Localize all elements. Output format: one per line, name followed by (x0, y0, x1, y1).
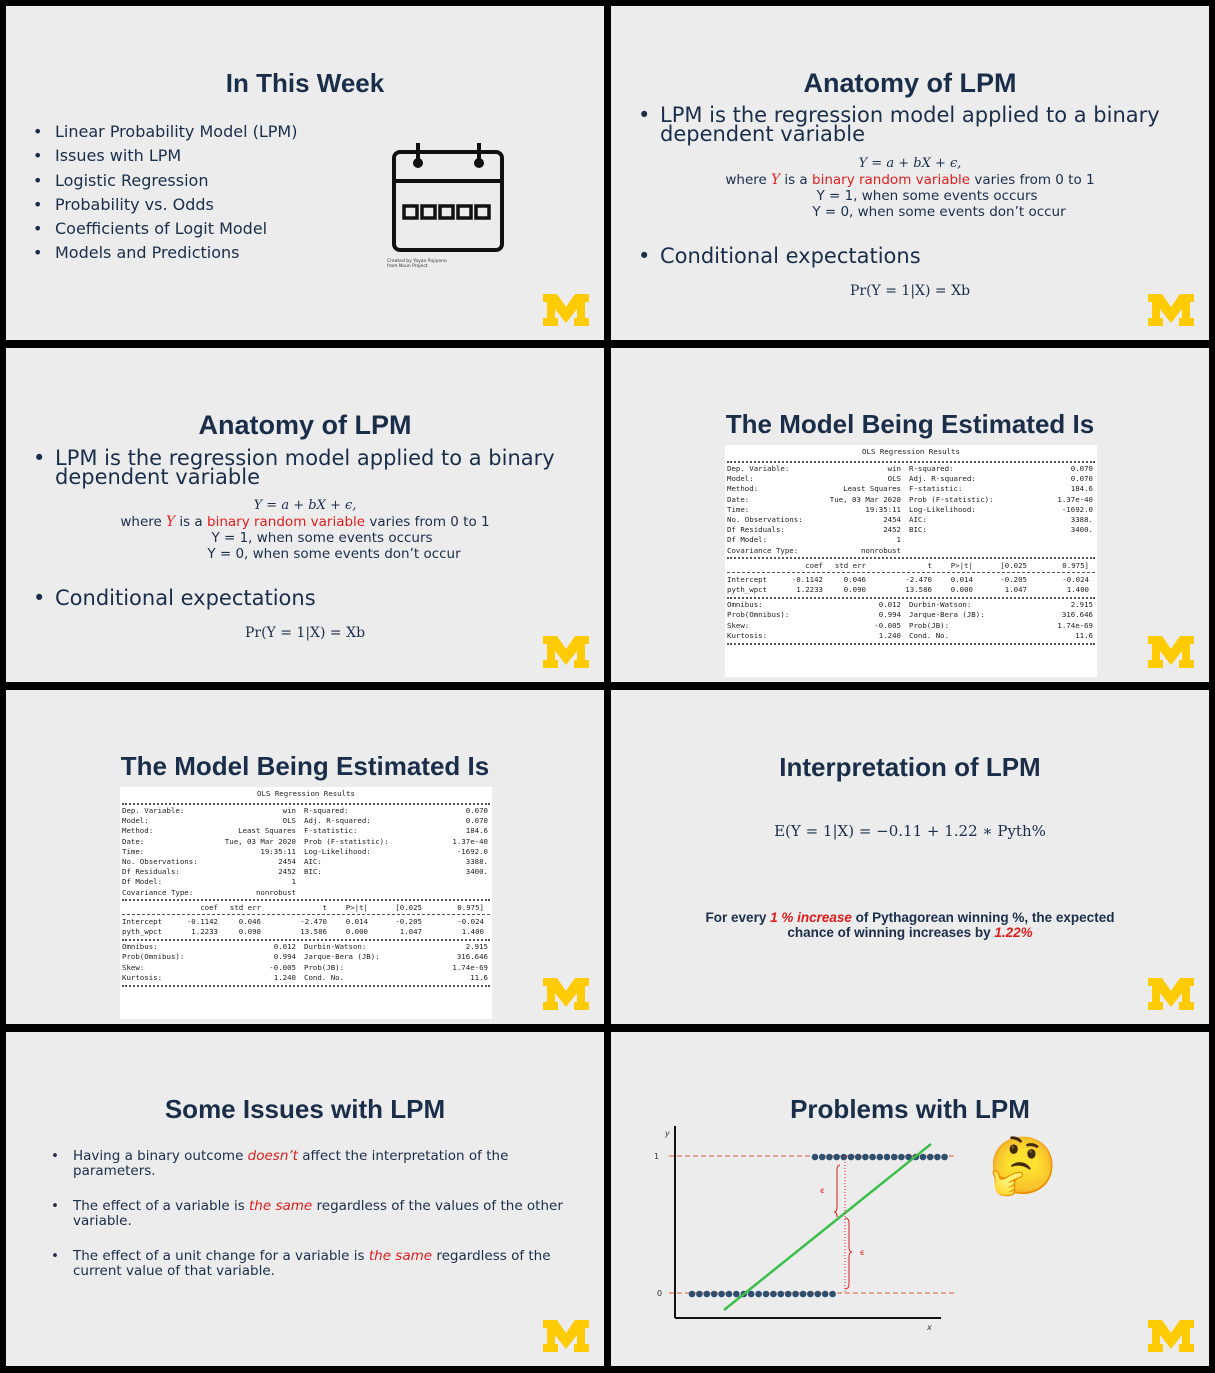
ols-label: BIC: (304, 867, 322, 877)
ols-value: 0.046 (238, 916, 261, 926)
lpm-scatter-diagram (611, 1032, 1209, 1366)
ols-value: 0.070 (1070, 464, 1093, 473)
data-point (920, 1154, 927, 1161)
data-point (812, 1154, 819, 1161)
ols-value: 19:35:11 (865, 504, 901, 514)
ols-value: -2.470 (300, 916, 327, 926)
data-point (891, 1154, 898, 1161)
ols-value: 316.646 (1061, 610, 1093, 620)
ols-label: Prob(JB): (304, 962, 345, 972)
ols-label: Time: (727, 504, 750, 514)
data-point (733, 1291, 740, 1298)
points-at-one (812, 1154, 948, 1161)
ols-value: 2454 (883, 514, 901, 524)
x-axis-label: x (927, 1323, 932, 1332)
ols-label: Model: (122, 816, 149, 826)
data-point (800, 1291, 807, 1298)
thinking-face-icon: 🤔 (988, 1134, 1058, 1199)
ols-value: 3388. (1070, 514, 1093, 524)
ols-label: Prob(JB): (909, 620, 950, 630)
ols-value: -0.205 (395, 916, 422, 926)
ols-value: 0.014 (950, 574, 973, 584)
slide-title: Problems with LPM (790, 1094, 1030, 1124)
ols-value: 0.000 (950, 585, 973, 595)
data-point (855, 1154, 862, 1161)
bullet-list (55, 586, 316, 610)
ols-row (122, 857, 490, 867)
michigan-logo (542, 977, 590, 1011)
residual-epsilon: ϵ (860, 1248, 865, 1257)
data-point (869, 1154, 876, 1161)
conditional-expectation: Pr(Y = 1|X) = Xb (849, 283, 971, 299)
ols-label: pyth_wpct (727, 585, 768, 595)
regression-equation: Y = a + bX + ϵ, (858, 156, 962, 171)
ols-value: 1.400 (1066, 585, 1089, 595)
data-point (833, 1154, 840, 1161)
ols-label: Omnibus: (122, 942, 158, 952)
ols-column-header: [0.025 (395, 902, 422, 912)
ols-coef-row (727, 575, 1095, 585)
data-point (819, 1154, 826, 1161)
ols-row (727, 505, 1095, 515)
ols-label: Skew: (122, 962, 145, 972)
ols-value: 19:35:11 (260, 846, 296, 856)
data-point (718, 1291, 725, 1298)
data-point (941, 1154, 948, 1161)
ols-column-header: 0.975] (1062, 560, 1089, 570)
ols-value: win (887, 464, 901, 473)
y-tick-1: 1 (654, 1152, 660, 1161)
ols-value: 0.070 (465, 806, 488, 815)
ols-label: Dep. Variable: (727, 464, 790, 473)
data-point (877, 1154, 884, 1161)
ols-label: Cond. No. (304, 972, 345, 982)
ols-row (727, 525, 1095, 535)
ols-row (727, 535, 1095, 545)
ols-value: Least Squares (238, 826, 296, 836)
ols-row (122, 837, 490, 847)
ols-label: Skew: (727, 620, 750, 630)
ols-value: 1.74e-69 (452, 962, 488, 972)
ols-row (727, 515, 1095, 525)
ols-value: 0.090 (843, 585, 866, 595)
ols-label: Df Model: (727, 535, 768, 545)
slide-title: The Model Being Estimated Is (725, 409, 1095, 439)
slide-title: Interpretation of LPM (779, 752, 1041, 782)
ols-value: 184.6 (465, 826, 488, 836)
ols-value: 13.586 (300, 927, 327, 937)
fitted-line (724, 1144, 931, 1310)
data-point (711, 1291, 718, 1298)
ols-label: Jarque-Bera (JB): (909, 610, 985, 620)
ols-value: 0.070 (1070, 474, 1093, 484)
ols-value: OLS (887, 474, 901, 484)
ols-value: 13.586 (905, 585, 932, 595)
data-point (748, 1291, 755, 1298)
data-point (696, 1291, 703, 1298)
ols-value: -0.1142 (791, 574, 823, 584)
ols-coef-header (122, 903, 490, 913)
ols-row (727, 610, 1095, 620)
week-topics-list (55, 120, 297, 266)
ols-value: 0.000 (345, 927, 368, 937)
ols-label: R-squared: (304, 806, 349, 815)
condition-zero: Y = 0, when some events don’t occur (812, 204, 1066, 220)
slide-title: Some Issues with LPM (164, 1094, 446, 1124)
ols-value: nonrobust (860, 545, 901, 555)
slide-in-this-week (6, 6, 604, 340)
ols-coef-row (727, 585, 1095, 595)
ols-label: AIC: (304, 856, 322, 866)
ols-value: 0.012 (273, 942, 296, 952)
ols-value: -0.005 (874, 620, 901, 630)
regression-equation: Y = a + bX + ϵ, (253, 498, 357, 513)
list-item: • Conditional expectations (55, 586, 316, 610)
slide-model-estimated-2 (6, 690, 604, 1024)
data-point (726, 1291, 733, 1298)
ols-column-header: [0.025 (1000, 560, 1027, 570)
ols-label: Date: (122, 836, 145, 846)
ols-label: Prob(Omnibus): (727, 610, 790, 620)
ols-results-table (120, 787, 492, 1019)
ols-row (727, 484, 1095, 494)
ols-label: Method: (122, 826, 154, 836)
ols-header: OLS Regression Results (257, 789, 355, 798)
ols-label: Prob (F-statistic): (909, 494, 994, 504)
icon-credit: Created by Yayan Pujiyono from Noun Project (387, 259, 447, 269)
list-item: • Linear Probability Model (LPM) (55, 120, 297, 144)
fitted-equation: E(Y = 1|X) = −0.11 + 1.22 ∗ Pyth% (774, 822, 1046, 840)
condition-one: Y = 1, when some events occurs (816, 188, 1038, 204)
ols-value: 1.240 (273, 972, 296, 982)
ols-label: Intercept (727, 574, 768, 584)
ols-label: AIC: (909, 514, 927, 524)
ols-label: Intercept (122, 916, 163, 926)
bullet-list (660, 103, 1160, 146)
ols-value: 1.240 (878, 630, 901, 640)
ols-label: No. Observations: (727, 514, 803, 524)
slide-problems-lpm (611, 1032, 1209, 1366)
ols-column-header: t (927, 560, 932, 570)
michigan-logo (1147, 293, 1195, 327)
data-point (822, 1291, 829, 1298)
data-point (829, 1291, 836, 1298)
slide-anatomy-lpm-2 (6, 348, 604, 682)
residual-epsilon: ϵ (820, 1186, 825, 1195)
ols-label: Log-Likelihood: (909, 504, 976, 514)
data-point (927, 1154, 934, 1161)
ols-value: -0.024 (457, 916, 484, 926)
ols-row (122, 942, 490, 952)
ols-value: 3400. (465, 867, 488, 877)
ols-value: 1.2233 (796, 585, 823, 595)
list-item: • Having a binary outcome doesn’t affect the interpretation of the parameters. (73, 1149, 563, 1179)
ols-label: Covariance Type: (122, 887, 194, 897)
issues-list (73, 1149, 563, 1279)
ols-coef-row (122, 917, 490, 927)
list-item: • Conditional expectations (660, 244, 921, 268)
ols-column-header: std err (834, 560, 866, 570)
ols-value: 2.915 (465, 942, 488, 952)
data-point (770, 1291, 777, 1298)
ols-value: -0.1142 (186, 916, 218, 926)
ols-label: Kurtosis: (122, 972, 163, 982)
michigan-logo (542, 635, 590, 669)
data-point (755, 1291, 762, 1298)
ols-label: Durbin-Watson: (909, 600, 972, 610)
ols-value: OLS (282, 816, 296, 826)
data-point (792, 1291, 799, 1298)
ols-label: Durbin-Watson: (304, 942, 367, 952)
ols-value: 0.012 (878, 600, 901, 610)
michigan-logo (542, 293, 590, 327)
ols-value: 2452 (278, 867, 296, 877)
ols-label: Covariance Type: (727, 545, 799, 555)
ols-row (727, 600, 1095, 610)
data-point (704, 1291, 711, 1298)
interpretation-text: For every 1 % increase of Pythagorean winning %, the expected chance of winning increases by 1.22% (705, 910, 1115, 940)
slide-issues-lpm (6, 1032, 604, 1366)
ols-value: 3388. (465, 856, 488, 866)
ols-column-header: coef (200, 902, 218, 912)
ols-row (122, 867, 490, 877)
ols-column-header: t (322, 902, 327, 912)
ols-row (122, 952, 490, 962)
ols-value: 0.046 (843, 574, 866, 584)
ols-label: Date: (727, 494, 750, 504)
ols-column-header: 0.975] (457, 902, 484, 912)
ols-row (122, 847, 490, 857)
michigan-logo (1147, 1319, 1195, 1353)
ols-label: Prob (F-statistic): (304, 836, 389, 846)
ols-row (727, 464, 1095, 474)
ols-value: 2452 (883, 525, 901, 535)
ols-label: Model: (727, 474, 754, 484)
michigan-logo (542, 1319, 590, 1353)
data-point (841, 1154, 848, 1161)
where-line: where Y is a binary random variable varies from 0 to 1 (725, 172, 1095, 188)
ols-row (122, 816, 490, 826)
ols-value: 0.994 (273, 952, 296, 962)
michigan-logo (1147, 635, 1195, 669)
ols-value: 0.014 (345, 916, 368, 926)
ols-label: Adj. R-squared: (909, 474, 976, 484)
y-axis-label: y (665, 1129, 670, 1138)
slide-anatomy-lpm (611, 6, 1209, 340)
ols-row (727, 621, 1095, 631)
ols-value: 316.646 (456, 952, 488, 962)
ols-label: Df Residuals: (122, 867, 180, 877)
ols-coef-header (727, 561, 1095, 571)
ols-label: Adj. R-squared: (304, 816, 371, 826)
list-item: • LPM is the regression model applied to a binary dependent variable (55, 449, 555, 487)
list-item: • Coefficients of Logit Model (55, 217, 297, 241)
ols-value: Tue, 03 Mar 2020 (829, 494, 901, 504)
ols-value: -2.470 (905, 574, 932, 584)
ols-label: No. Observations: (122, 856, 198, 866)
ols-label: Dep. Variable: (122, 806, 185, 815)
data-point (763, 1291, 770, 1298)
slide-model-estimated (611, 348, 1209, 682)
ols-value: Tue, 03 Mar 2020 (224, 836, 296, 846)
ols-column-header: P>|t| (950, 560, 973, 570)
bullet-list (55, 446, 555, 489)
ols-column-header: coef (805, 560, 823, 570)
ols-label: BIC: (909, 525, 927, 535)
data-point (815, 1291, 822, 1298)
data-point (898, 1154, 905, 1161)
data-point (884, 1154, 891, 1161)
ols-label: Kurtosis: (727, 630, 768, 640)
ols-results-table (725, 445, 1097, 677)
ols-value: -0.205 (1000, 574, 1027, 584)
data-point (848, 1154, 855, 1161)
ols-label: Df Model: (122, 877, 163, 887)
ols-value: -1692.0 (1061, 504, 1093, 514)
data-point (934, 1154, 941, 1161)
ols-label: Log-Likelihood: (304, 846, 371, 856)
ols-row (122, 806, 490, 816)
ols-coef-row (122, 927, 490, 937)
data-point (778, 1291, 785, 1298)
data-point (826, 1154, 833, 1161)
ols-value: 3400. (1070, 525, 1093, 535)
ols-value: -0.005 (269, 962, 296, 972)
data-point (689, 1291, 696, 1298)
ols-row (122, 888, 490, 898)
ols-value: 1.2233 (191, 927, 218, 937)
ols-value: 0.070 (465, 816, 488, 826)
ols-label: Df Residuals: (727, 525, 785, 535)
slide-title: Anatomy of LPM (803, 68, 1017, 98)
michigan-logo (1147, 977, 1195, 1011)
ols-value: -0.024 (1062, 574, 1089, 584)
ols-label: R-squared: (909, 464, 954, 473)
ols-row (122, 963, 490, 973)
ols-value: 11.6 (1075, 630, 1093, 640)
data-point (785, 1291, 792, 1298)
list-item: • Issues with LPM (55, 144, 297, 168)
ols-value: nonrobust (255, 887, 296, 897)
ols-value: 1.37e-40 (1057, 494, 1093, 504)
slide-title: Anatomy of LPM (198, 410, 412, 440)
ols-value: 1 (291, 877, 296, 887)
ols-column-header: P>|t| (345, 902, 368, 912)
ols-row (727, 474, 1095, 484)
ols-value: 2454 (278, 856, 296, 866)
ols-value: 1.400 (461, 927, 484, 937)
ols-value: 1.74e-69 (1057, 620, 1093, 630)
ols-row (727, 546, 1095, 556)
condition-one: Y = 1, when some events occurs (211, 530, 433, 546)
conditional-expectation: Pr(Y = 1|X) = Xb (244, 625, 366, 641)
ols-value: win (282, 806, 296, 815)
condition-zero: Y = 0, when some events don’t occur (207, 546, 461, 562)
ols-label: Prob(Omnibus): (122, 952, 185, 962)
calendar-icon (391, 141, 505, 253)
slide-interpretation-lpm (611, 690, 1209, 1024)
ols-value: 184.6 (1070, 484, 1093, 494)
ols-row (727, 495, 1095, 505)
ols-value: 1.37e-40 (452, 836, 488, 846)
slide-title: In This Week (225, 68, 385, 98)
ols-label: F-statistic: (909, 484, 963, 494)
ols-label: pyth_wpct (122, 927, 163, 937)
ols-header: OLS Regression Results (862, 447, 960, 456)
list-item: • The effect of a variable is the same regardless of the values of the other variable. (73, 1199, 563, 1229)
ols-value: 1 (896, 535, 901, 545)
y-tick-0: 0 (657, 1289, 663, 1298)
list-item: • Logistic Regression (55, 169, 297, 193)
ols-column-header: std err (229, 902, 261, 912)
ols-label: Cond. No. (909, 630, 950, 640)
ols-label: F-statistic: (304, 826, 358, 836)
ols-label: Time: (122, 846, 145, 856)
data-point (807, 1291, 814, 1298)
ols-row (122, 826, 490, 836)
data-point (862, 1154, 869, 1161)
where-line: where Y is a binary random variable varies from 0 to 1 (120, 514, 490, 530)
ols-row (122, 877, 490, 887)
ols-value: 11.6 (470, 972, 488, 982)
list-item: • LPM is the regression model applied to a binary dependent variable (660, 106, 1160, 144)
ols-value: 0.994 (878, 610, 901, 620)
points-at-zero (689, 1291, 836, 1298)
ols-value: 1.047 (1004, 585, 1027, 595)
ols-row (727, 631, 1095, 641)
slide-title: The Model Being Estimated Is (120, 751, 490, 781)
ols-value: 0.090 (238, 927, 261, 937)
ols-label: Omnibus: (727, 600, 763, 610)
ols-value: 1.047 (399, 927, 422, 937)
ols-value: 2.915 (1070, 600, 1093, 610)
ols-label: Jarque-Bera (JB): (304, 952, 380, 962)
ols-value: Least Squares (843, 484, 901, 494)
list-item: • Models and Predictions (55, 241, 297, 265)
ols-row (122, 973, 490, 983)
ols-value: -1692.0 (456, 846, 488, 856)
ols-label: Method: (727, 484, 759, 494)
bullet-list (660, 244, 921, 268)
list-item: • Probability vs. Odds (55, 193, 297, 217)
list-item: • The effect of a unit change for a variable is the same regardless of the current value of that variable. (73, 1249, 563, 1279)
